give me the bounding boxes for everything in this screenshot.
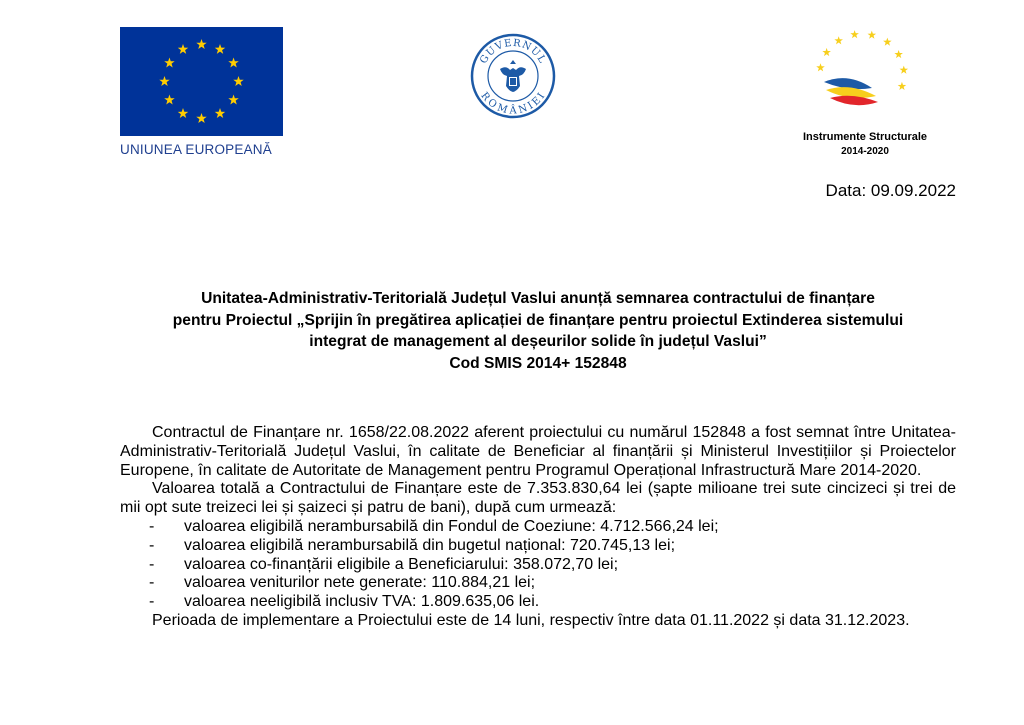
- eu-flag-logo: [120, 27, 283, 136]
- bullet-dash: -: [149, 593, 155, 611]
- list-item: - valoarea co-finanțării eligibile a Beneficiarului: 358.072,70 lei;: [149, 555, 619, 573]
- bullet-dash: -: [149, 536, 155, 554]
- title-line: Unitatea-Administrativ-Teritorială Județul Vaslui anunță semnarea contractului de finanțare: [201, 290, 875, 307]
- title-line: integrat de management al deșeurilor solide în județul Vaslui”: [309, 333, 767, 350]
- is-star-icon: [850, 30, 859, 38]
- is-star-icon: [898, 82, 907, 90]
- is-star-icon: [816, 63, 825, 71]
- is-star-icon: [883, 38, 892, 46]
- instrumente-structurale-logo: [812, 28, 912, 120]
- is-star-icon: [894, 50, 903, 58]
- announcement-title: [120, 288, 956, 374]
- document-date: Data: 09.09.2022: [825, 181, 956, 200]
- title-line: pentru Proiectul „Sprijin în pregătirea aplicației de finanțare pentru proiectul Extinderea sistemului: [172, 311, 904, 329]
- is-caption: Instrumente Structurale: [802, 131, 928, 143]
- bullet-dash: -: [149, 517, 155, 535]
- is-star-icon: [822, 48, 831, 56]
- smis-code: Cod SMIS 2014+ 152848: [449, 354, 627, 372]
- bullet-dash: -: [149, 574, 155, 592]
- guvernul-romaniei-seal: [470, 33, 556, 119]
- value-breakdown-list: [120, 518, 956, 612]
- bullet-dash: -: [149, 555, 155, 573]
- is-caption-years: 2014-2020: [841, 146, 889, 157]
- list-item: - valoarea veniturilor nete generate: 110.884,21 lei;: [149, 574, 536, 592]
- is-star-icon: [900, 66, 909, 74]
- list-item: - valoarea eligibilă nerambursabilă din Fondul de Coeziune: 4.712.566,24 lei;: [149, 517, 719, 535]
- list-item: - valoarea neeligibilă inclusiv TVA: 1.809.635,06 lei.: [149, 593, 540, 611]
- is-star-icon: [868, 31, 877, 39]
- implementation-period-paragraph: Perioada de implementare a Proiectului este de 14 luni, respectiv între data 01.11.2022 și data 31.12.2023.: [152, 611, 910, 629]
- is-star-icon: [834, 36, 843, 44]
- seal-text-top: GUVERNUL: [478, 37, 548, 66]
- value-paragraph: Valoarea totală a Contractului de Finanțare este de 7.353.830,64 lei (șapte milioane trei sute cincizeci și trei de mii opt sute treizeci lei și șaizeci și patru de bani), după cum urmează:: [120, 480, 956, 517]
- contract-paragraph: Contractul de Finanțare nr. 1658/22.08.2022 aferent proiectului cu numărul 152848 a fost semnat între Unitatea-Administrativ-Teritorială Județul Vaslui, în calitate de Beneficiar al finanțării și Ministerul Investițiilor și Proiectelor Europene, în calitate de Autoritate de Management pentru Programul Operațional Infrastructură Mare 2014-2020.: [120, 424, 956, 479]
- seal-text-bottom: ROMÂNIEI: [478, 90, 548, 117]
- document-body: [120, 424, 956, 631]
- eu-caption: UNIUNEA EUROPEANĂ: [120, 142, 272, 157]
- list-item: - valoarea eligibilă nerambursabilă din bugetul național: 720.745,13 lei;: [149, 536, 676, 554]
